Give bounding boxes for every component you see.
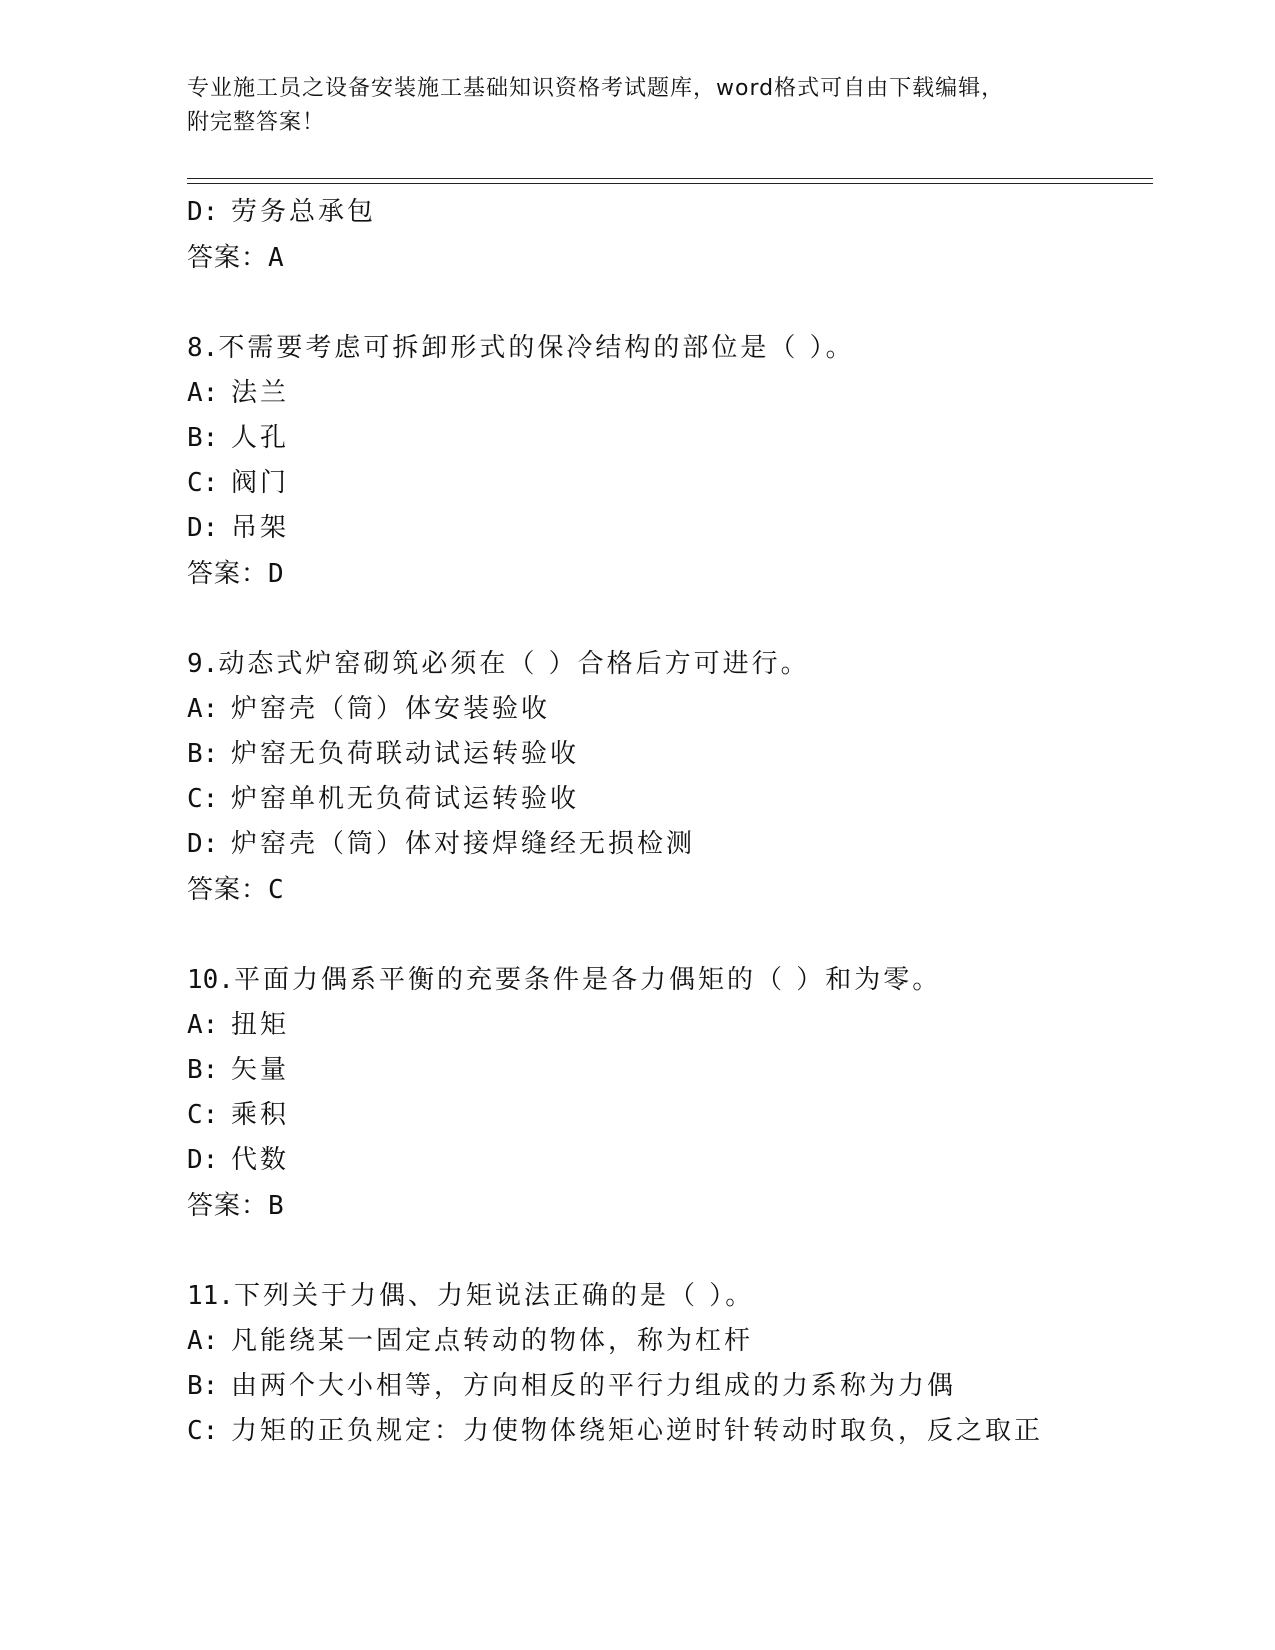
question-text: 动态式炉窑砌筑必须在（ ）合格后方可进行。 — [218, 649, 810, 679]
option-b — [187, 416, 1147, 461]
question-text: 平面力偶系平衡的充要条件是各力偶矩的（ ）和为零。 — [233, 965, 942, 995]
answer-value: B — [268, 1191, 285, 1221]
question-8-answer — [187, 551, 1147, 597]
option-c — [187, 1093, 1147, 1138]
option-key: A: — [187, 378, 219, 408]
question-text: 下列关于力偶、力矩说法正确的是（ ）。 — [233, 1281, 755, 1311]
header-divider-top — [187, 178, 1153, 179]
option-text: 阀门 — [231, 468, 290, 498]
spacer — [187, 281, 1147, 325]
question-number: 11. — [187, 1281, 234, 1311]
option-text: 炉窑壳（筒）体对接焊缝经无损检测 — [231, 829, 696, 859]
option-b — [187, 1048, 1147, 1093]
option-key: C: — [187, 1100, 219, 1130]
question-11 — [187, 1273, 1147, 1319]
document-header — [187, 72, 1087, 140]
answer-value: D — [268, 559, 285, 589]
option-key: B: — [187, 1055, 219, 1085]
option-text: 吊架 — [231, 513, 290, 543]
option-d — [187, 822, 1147, 867]
option-key: D: — [187, 197, 219, 227]
question-text: 不需要考虑可拆卸形式的保冷结构的部位是（ ）。 — [218, 333, 855, 363]
option-key: A: — [187, 1010, 219, 1040]
option-text: 炉窑壳（筒）体安装验收 — [231, 694, 551, 724]
answer-value: C — [268, 875, 285, 905]
document-body — [187, 190, 1147, 1454]
header-divider-bottom — [187, 183, 1153, 184]
option-a — [187, 1319, 1147, 1364]
option-key: A: — [187, 694, 219, 724]
answer-label: 答案： — [187, 243, 269, 273]
answer-label: 答案： — [187, 875, 269, 905]
prev-answer — [187, 235, 1147, 281]
answer-value: A — [268, 243, 285, 273]
question-9-answer — [187, 867, 1147, 913]
option-text: 力矩的正负规定：力使物体绕矩心逆时针转动时取负，反之取正 — [231, 1416, 1044, 1446]
question-number: 10. — [187, 965, 234, 995]
spacer — [187, 913, 1147, 957]
option-text: 人孔 — [231, 423, 290, 453]
option-a — [187, 687, 1147, 732]
option-d — [187, 506, 1147, 551]
option-text: 由两个大小相等，方向相反的平行力组成的力系称为力偶 — [231, 1371, 957, 1401]
option-a — [187, 1003, 1147, 1048]
question-8 — [187, 325, 1147, 371]
option-a — [187, 371, 1147, 416]
question-number: 8. — [187, 333, 219, 363]
question-10 — [187, 957, 1147, 1003]
option-b — [187, 732, 1147, 777]
option-c — [187, 1409, 1147, 1454]
prev-option-d — [187, 190, 1147, 235]
question-9 — [187, 641, 1147, 687]
option-b — [187, 1364, 1147, 1409]
option-text: 炉窑无负荷联动试运转验收 — [231, 739, 580, 769]
spacer — [187, 1229, 1147, 1273]
spacer — [187, 597, 1147, 641]
option-key: D: — [187, 829, 219, 859]
option-key: B: — [187, 1371, 219, 1401]
option-c — [187, 777, 1147, 822]
option-key: C: — [187, 468, 219, 498]
option-key: D: — [187, 1145, 219, 1175]
option-text: 扭矩 — [231, 1010, 290, 1040]
option-text: 凡能绕某一固定点转动的物体，称为杠杆 — [231, 1326, 754, 1356]
answer-label: 答案： — [187, 559, 269, 589]
option-d — [187, 1138, 1147, 1183]
question-10-answer — [187, 1183, 1147, 1229]
option-text: 劳务总承包 — [231, 197, 377, 227]
option-key: A: — [187, 1326, 219, 1356]
option-text: 法兰 — [231, 378, 290, 408]
option-key: C: — [187, 1416, 219, 1446]
option-key: C: — [187, 784, 219, 814]
option-c — [187, 461, 1147, 506]
header-line-1: 专业施工员之设备安装施工基础知识资格考试题库，word格式可自由下载编辑， — [187, 76, 1005, 101]
option-key: B: — [187, 423, 219, 453]
option-key: B: — [187, 739, 219, 769]
option-text: 代数 — [231, 1145, 290, 1175]
answer-label: 答案： — [187, 1191, 269, 1221]
option-text: 矢量 — [231, 1055, 290, 1085]
option-key: D: — [187, 513, 219, 543]
option-text: 炉窑单机无负荷试运转验收 — [231, 784, 580, 814]
header-line-2: 附完整答案！ — [187, 110, 326, 135]
option-text: 乘积 — [231, 1100, 290, 1130]
question-number: 9. — [187, 649, 219, 679]
